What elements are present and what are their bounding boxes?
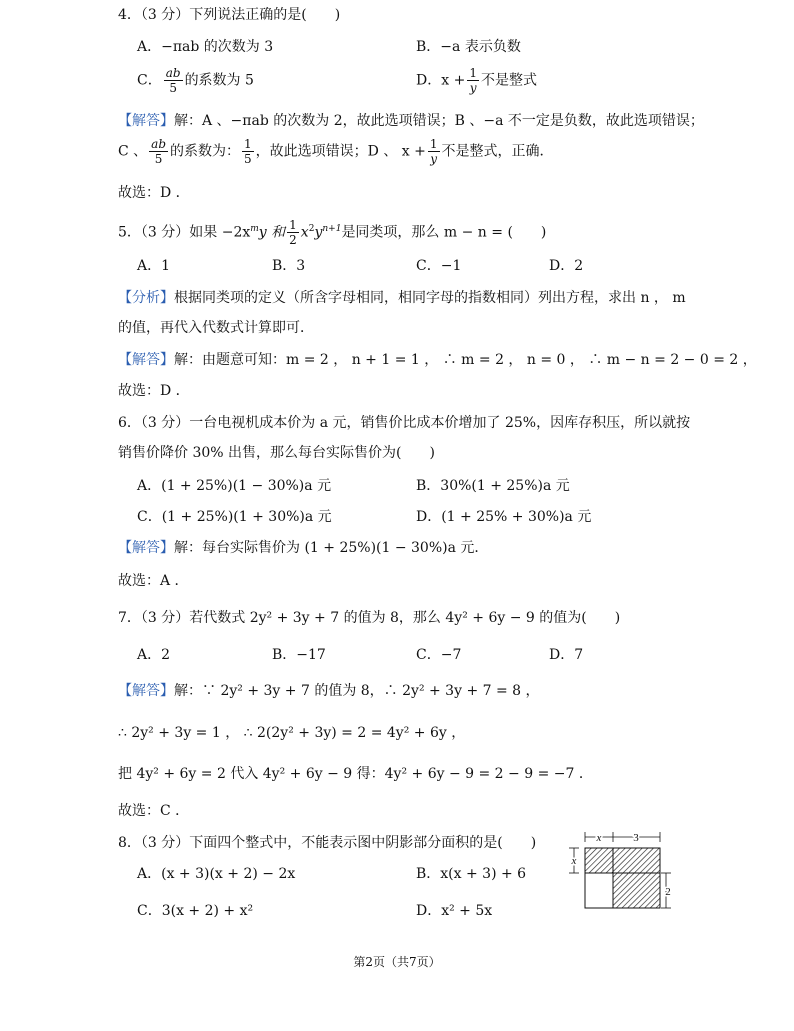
fig-label-x-left: x bbox=[571, 855, 577, 867]
q7-option-c: C．−7 bbox=[416, 647, 462, 663]
q6-option-b: B．30%(1 + 25%)a 元 bbox=[416, 478, 570, 494]
q6-choice: 故选：A ． bbox=[118, 573, 189, 589]
q5-option-a: A．1 bbox=[137, 258, 171, 274]
q7-answer-line2: ∴ 2y² + 3y = 1 ， ∴ 2(2y² + 3y) = 2 = 4y² + 6y ， bbox=[118, 725, 466, 741]
q8-option-b: B．x(x + 3) + 6 bbox=[416, 866, 527, 882]
q6-answer: 【解答】解：每台实际售价为 (1 + 25%)(1 − 30%)a 元． bbox=[118, 540, 489, 556]
q7-choice: 故选：C ． bbox=[118, 803, 190, 819]
q4-choice: 故选：D ． bbox=[118, 185, 190, 201]
q4-option-c: C． $\frac{ab}{5}$ 的系数为 5 bbox=[137, 66, 254, 95]
q6-option-a: A．(1 + 25%)(1 − 30%)a 元 bbox=[137, 478, 332, 494]
q6-stem-line2: 销售价降价 30% 出售，那么每台实际售价为( ) bbox=[118, 445, 435, 461]
q8-option-c: C．3(x + 2) + x² bbox=[137, 903, 254, 919]
q4-stem: 4．（3 分）下列说法正确的是( ) bbox=[118, 7, 341, 23]
q5-option-b: B．3 bbox=[272, 258, 306, 274]
q6-option-c: C．(1 + 25%)(1 + 30%)a 元 bbox=[137, 509, 332, 525]
q7-answer-line3: 把 4y² + 6y = 2 代入 4y² + 6y − 9 得：4y² + 6y − 9 = 2 − 9 = −7 ． bbox=[118, 766, 593, 782]
q7-option-d: D．7 bbox=[549, 647, 584, 663]
fig-label-2: 2 bbox=[665, 886, 671, 898]
q8-option-a: A．(x + 3)(x + 2) − 2x bbox=[137, 866, 296, 882]
answer-tag: 【解答】 bbox=[118, 352, 174, 368]
q5-option-c: C．−1 bbox=[416, 258, 462, 274]
q7-answer-line1: 【解答】解：∵ 2y² + 3y + 7 的值为 8，∴ 2y² + 3y + 7 = 8 ， bbox=[118, 683, 540, 699]
q5-choice: 故选：D ． bbox=[118, 383, 190, 399]
answer-tag: 【解答】 bbox=[118, 540, 174, 556]
q7-option-a: A．2 bbox=[137, 647, 171, 663]
q5-analysis-line2: 的值，再代入代数式计算即可． bbox=[118, 320, 314, 336]
fig-label-x-top: x bbox=[596, 832, 602, 844]
q7-option-b: B．−17 bbox=[272, 647, 326, 663]
q5-analysis-line1: 【分析】根据同类项的定义（所含字母相同，相同字母的指数相同）列出方程，求出 n ， m bbox=[118, 290, 686, 306]
q8-option-d: D．x² + 5x bbox=[416, 903, 493, 919]
q4-answer-line1: 【解答】解：A 、−πab 的次数为 2，故此选项错误；B 、−a 不一定是负数，故此选项错误； bbox=[118, 113, 704, 129]
answer-tag: 【解答】 bbox=[118, 683, 174, 699]
q5-option-d: D．2 bbox=[549, 258, 584, 274]
answer-tag: 【解答】 bbox=[118, 113, 174, 129]
q4-option-b: B．−a 表示负数 bbox=[416, 39, 521, 55]
q8-figure bbox=[560, 828, 684, 918]
q4-answer-line2: C 、 $\frac{ab}{5}$ 的系数为： $\frac{1}{5}$ ，故此选项错误；D 、 x + $\frac{1}{y}$ 不是整式，正确． bbox=[118, 137, 554, 166]
q4-option-d: D．x + $\frac{1}{y}$ 不是整式 bbox=[416, 66, 537, 95]
q5-answer: 【解答】解：由题意可知：m = 2 ， n + 1 = 1 ， ∴ m = 2 ， n = 0 ， ∴ m − n = 2 − 0 = 2 ， bbox=[118, 352, 757, 368]
q8-stem: 8．（3 分）下面四个整式中，不能表示图中阴影部分面积的是( ) bbox=[118, 835, 537, 851]
page-footer: 第2页（共7页） bbox=[353, 955, 441, 969]
q7-stem: 7．（3 分）若代数式 2y² + 3y + 7 的值为 8，那么 4y² + 6y − 9 的值为( ) bbox=[118, 610, 621, 626]
analysis-tag: 【分析】 bbox=[118, 290, 174, 306]
q6-stem-line1: 6．（3 分）一台电视机成本价为 a 元，销售价比成本价增加了 25%，因库存积压，所以就按 bbox=[118, 415, 691, 431]
q6-option-d: D．(1 + 25% + 30%)a 元 bbox=[416, 509, 592, 525]
q5-stem: 5．（3 分）如果 $-2x^my$ 和 $\frac{1}{2}$ $x^2y^{n+1}$是同类项，那么 m − n = ( ) bbox=[118, 218, 547, 247]
q4-option-a: A．−πab 的次数为 3 bbox=[137, 39, 274, 55]
fig-label-3: 3 bbox=[633, 832, 639, 844]
